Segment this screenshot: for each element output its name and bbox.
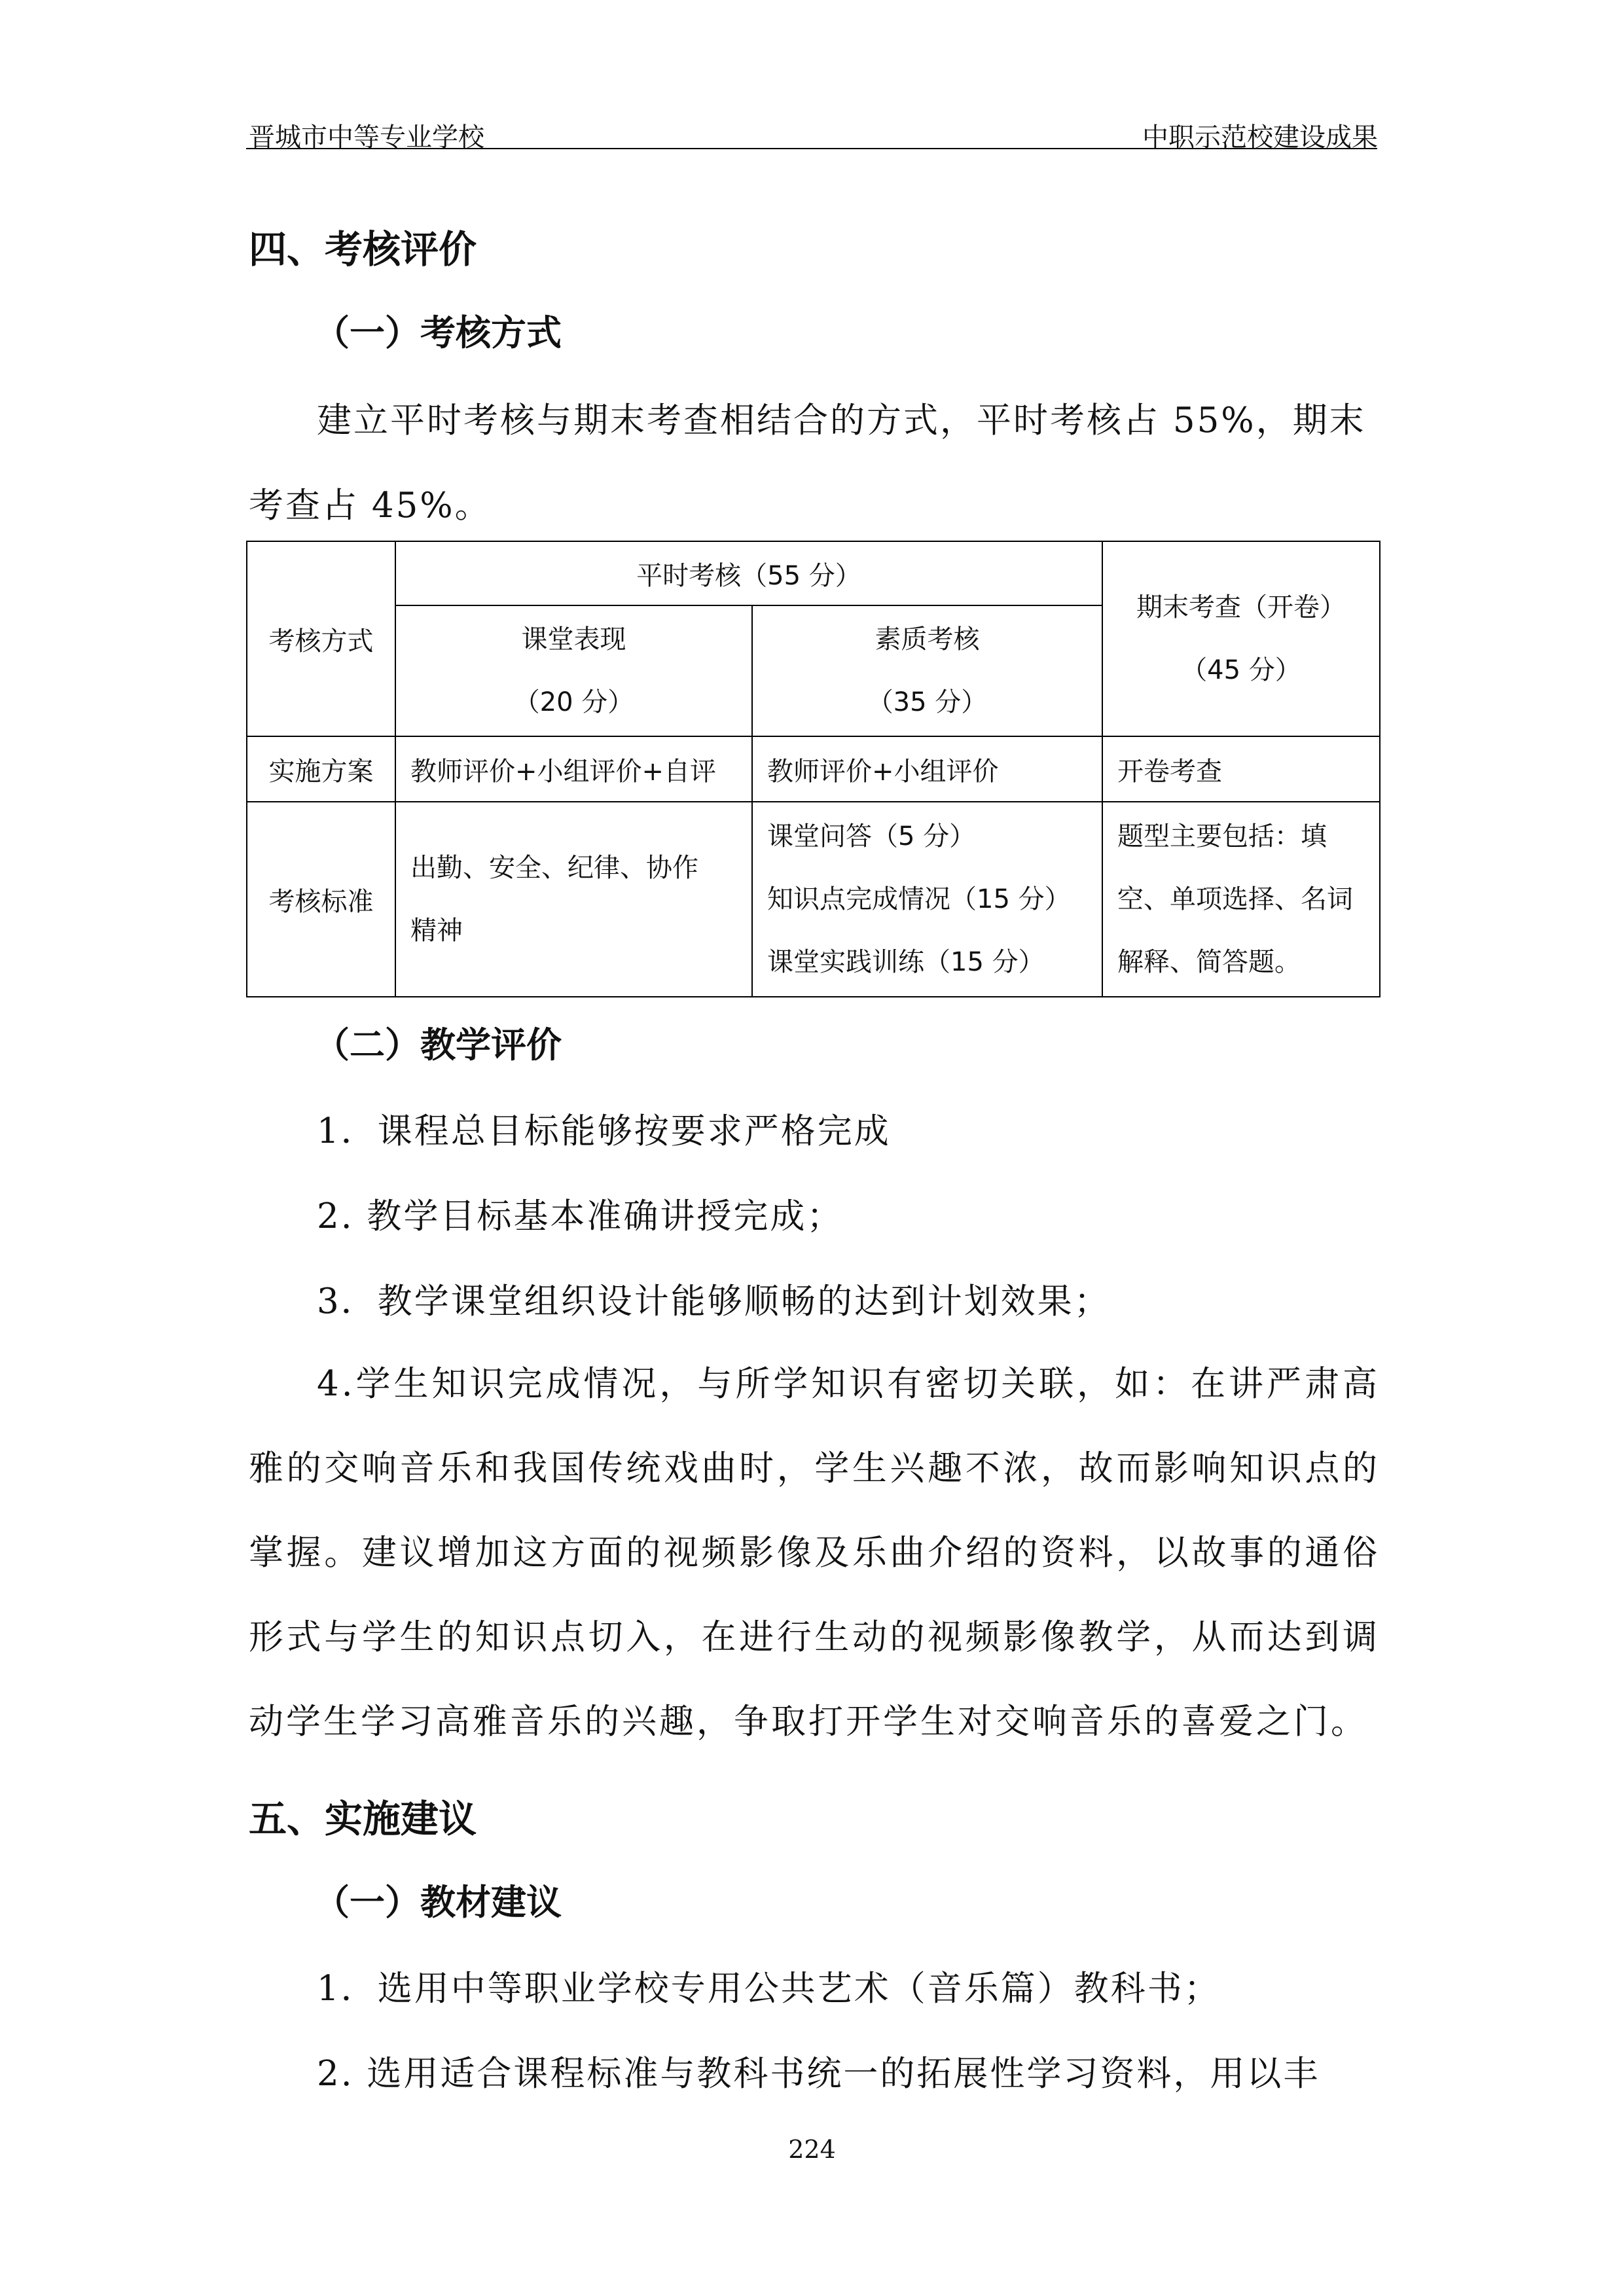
evaluation-item-2: 2. 教学目标基本准确讲授完成； (317, 1196, 844, 1236)
table-cell-standard-quality: 课堂问答（5 分） 知识点完成情况（15 分） 课堂实践训练（15 分） (752, 802, 1102, 997)
intro-text-line2: 考查占 45%。 (249, 486, 492, 526)
textbook-item-2: 2. 选用适合课程标准与教科书统一的拓展性学习资料，用以丰 (317, 2054, 1320, 2094)
table-cell-plan-quality: 教师评价+小组评价 (752, 736, 1102, 802)
subsection-heading-teaching-evaluation: （二）教学评价 (314, 1024, 562, 1066)
section-heading-assessment: 四、考核评价 (249, 227, 477, 272)
subsection-heading-assessment-method: （一）考核方式 (314, 312, 562, 353)
table-header-final-exam: 期末考查（开卷） （45 分） (1102, 541, 1380, 736)
evaluation-item-3: 3．教学课堂组织设计能够顺畅的达到计划效果； (317, 1282, 1111, 1321)
evaluation-item-1: 1．课程总目标能够按要求严格完成 (317, 1111, 891, 1151)
header-school-name: 晋城市中等专业学校 (249, 122, 484, 152)
intro-text-line1: 建立平时考核与期末考查相结合的方式，平时考核占 55%，期末 (317, 401, 1366, 440)
table-row-label-plan: 实施方案 (247, 736, 395, 802)
table-header-routine-assessment: 平时考核（55 分） (395, 541, 1102, 605)
table-cell-standard-final: 题型主要包括：填 空、单项选择、名词 解释、简答题。 (1102, 802, 1380, 997)
header-divider (246, 148, 1377, 149)
evaluation-item-4-paragraph (249, 1342, 1380, 1764)
table-row-label-standard: 考核标准 (247, 802, 395, 997)
textbook-item-1: 1．选用中等职业学校专用公共艺术（音乐篇）教科书； (317, 1969, 1221, 2009)
page-number: 224 (788, 2135, 836, 2164)
table-header-method: 考核方式 (247, 541, 395, 736)
header-document-title: 中职示范校建设成果 (1142, 122, 1378, 152)
assessment-table (246, 541, 1380, 997)
table-cell-standard-class-performance: 出勤、安全、纪律、协作 精神 (395, 802, 752, 997)
table-cell-plan-class-performance: 教师评价+小组评价+自评 (395, 736, 752, 802)
subsection-heading-textbook: （一）教材建议 (314, 1881, 562, 1923)
table-header-quality-assessment: 素质考核 （35 分） (752, 605, 1102, 736)
table-header-class-performance: 课堂表现 （20 分） (395, 605, 752, 736)
section-heading-implementation: 五、实施建议 (249, 1797, 477, 1841)
evaluation-item-4: 4.学生知识完成情况，与所学知识有密切关联，如：在讲严肃高雅的交响音乐和我国传统戏曲时，学生兴趣不浓，故而影响知识点的掌握。建议增加这方面的视频影像及乐曲介绍的资料，以故事的通俗形式与学生的知识点切入，在进行生动的视频影像教学，从而达到调动学生学习高雅音乐的兴趣，争取打开学生对交响音乐的喜爱之门。 (249, 1364, 1380, 1742)
table-cell-plan-final: 开卷考查 (1102, 736, 1380, 802)
